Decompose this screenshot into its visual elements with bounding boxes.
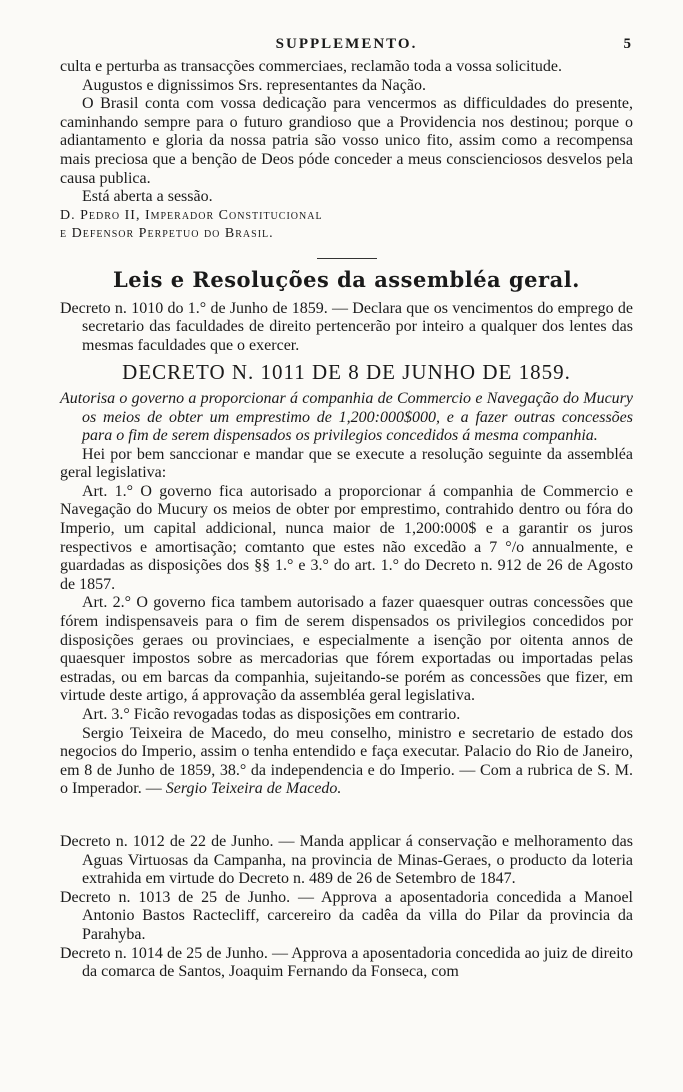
speech-paragraph-1: culta e perturba as transacções commerciaes, reclamão toda a vossa solicitude. <box>60 58 562 75</box>
decree-1011-article-1: Art. 1.° O governo fica autorisado a proporcionar á companhia de Commercio e Navegação do Mucury os meios de obter por emprestimo, contrahido dentro ou fóra do Imperio, um capital addicional, nunca maior de 1,200:000$ e a garantir os juros respectivos e amortisação; comtanto que estes não excedão a 7 °/o annualmente, e guardadas as disposições dos §§ 1.° e 3.° do art. 1.° do Decreto n. 912 de 26 de Agosto de 1857. <box>60 482 633 593</box>
decree-1010: Decreto n. 1010 do 1.° de Junho de 1859. — Declara que os vencimentos do emprego de secretario das faculdades de direito pertencerão por inteiro a qualquer dos lentes das mesmas faculdades que o exercer. <box>60 299 633 354</box>
decree-1011-closing <box>60 725 633 799</box>
decree-1011-summary: Autorisa o governo a proporcionar á companhia de Commercio e Navegação do Mucury os meios de obter um emprestimo de 1,200:000$000, e a fazer outras concessões para o fim de serem dispensados os privilegios concedidos á mesma companhia. <box>60 389 633 445</box>
decree-1011-article-3: Art. 3.° Ficão revogadas todas as disposições em contrario. <box>82 706 461 723</box>
page-number: 5 <box>623 36 631 52</box>
signature-line-2: e Defensor Perpetuo do Brasil. <box>60 226 274 242</box>
speech-paragraph-4: Está aberta a sessão. <box>82 188 213 206</box>
page-header <box>62 36 631 56</box>
decree-1014: Decreto n. 1014 de 25 de Junho. — Approva a aposentadoria concedida ao juiz de direito da comarca de Santos, Joaquim Fernando da Fonseca, com <box>60 944 633 981</box>
decree-1011-closing-signature: Sergio Teixeira de Macedo. <box>165 780 342 798</box>
page-body <box>60 58 633 982</box>
decree-1011-intro: Hei por bem sanccionar e mandar que se execute a resolução seguinte da assembléa geral legislativa: <box>60 445 633 482</box>
speech-paragraph-2: Augustos e dignissimos Srs. representantes da Nação. <box>82 76 426 94</box>
speech-paragraph-3: O Brasil conta com vossa dedicação para vencermos as difficuldades do presente, caminhando sempre para o futuro grandioso que a Providencia nos destinou; porque o adiantamento e gloria da nossa patria são vosso unico fito, assim como a recompensa mais preciosa que a benção de Deos póde conceder a meus conscienciosos desvelos pela causa publica. <box>60 95 633 187</box>
decree-1011-title: DECRETO N. 1011 DE 8 DE JUNHO DE 1859. <box>122 360 571 385</box>
decree-1011-article-2: Art. 2.° O governo fica tambem autorisado a fazer quaesquer outras concessões que fórem indispensaveis para o fim de serem dispensados os privilegios concedidos por disposições geraes ou provinciaes, e especialmente a isenção por oitenta annos de quaesquer impostos sobre as mercadorias que fórem exportadas ou importadas pelas estradas, ou em barcas da companhia, sujeitando-se porém as concessões que fizer, em virtude deste artigo, á approvação da assembléa geral legislativa. <box>60 594 633 705</box>
decree-1011-closing-text: Sergio Teixeira de Macedo, do meu conselho, ministro e secretario de estado dos negocios do Imperio, assim o tenha entendido e faça executar. Palacio do Rio de Janeiro, em 8 de Junho de 1859, 38.° da independencia e do Imperio. — Com a rubrica de S. M. o Imperador. — <box>60 724 633 798</box>
running-head: SUPPLEMENTO. <box>275 36 418 52</box>
spacer <box>60 799 633 833</box>
section-title: Leis e Resoluções da assembléa geral. <box>113 266 580 292</box>
decree-1012: Decreto n. 1012 de 22 de Junho. — Manda applicar á conservação e melhoramento das Aguas Virtuosas da Campanha, na provincia de Minas-Geraes, o producto da loteria extrahida em virtude do Decreto n. 489 de 26 de Setembro de 1847. <box>60 832 633 888</box>
section-divider <box>317 258 377 259</box>
decree-1013: Decreto n. 1013 de 25 de Junho. — Approva a aposentadoria concedida a Manoel Antonio Bastos Ractecliff, carcereiro da cadêa da villa do Pilar da provincia da Parahyba. <box>60 888 633 943</box>
signature-line-1: D. Pedro II, Imperador Constitucional <box>60 207 323 223</box>
